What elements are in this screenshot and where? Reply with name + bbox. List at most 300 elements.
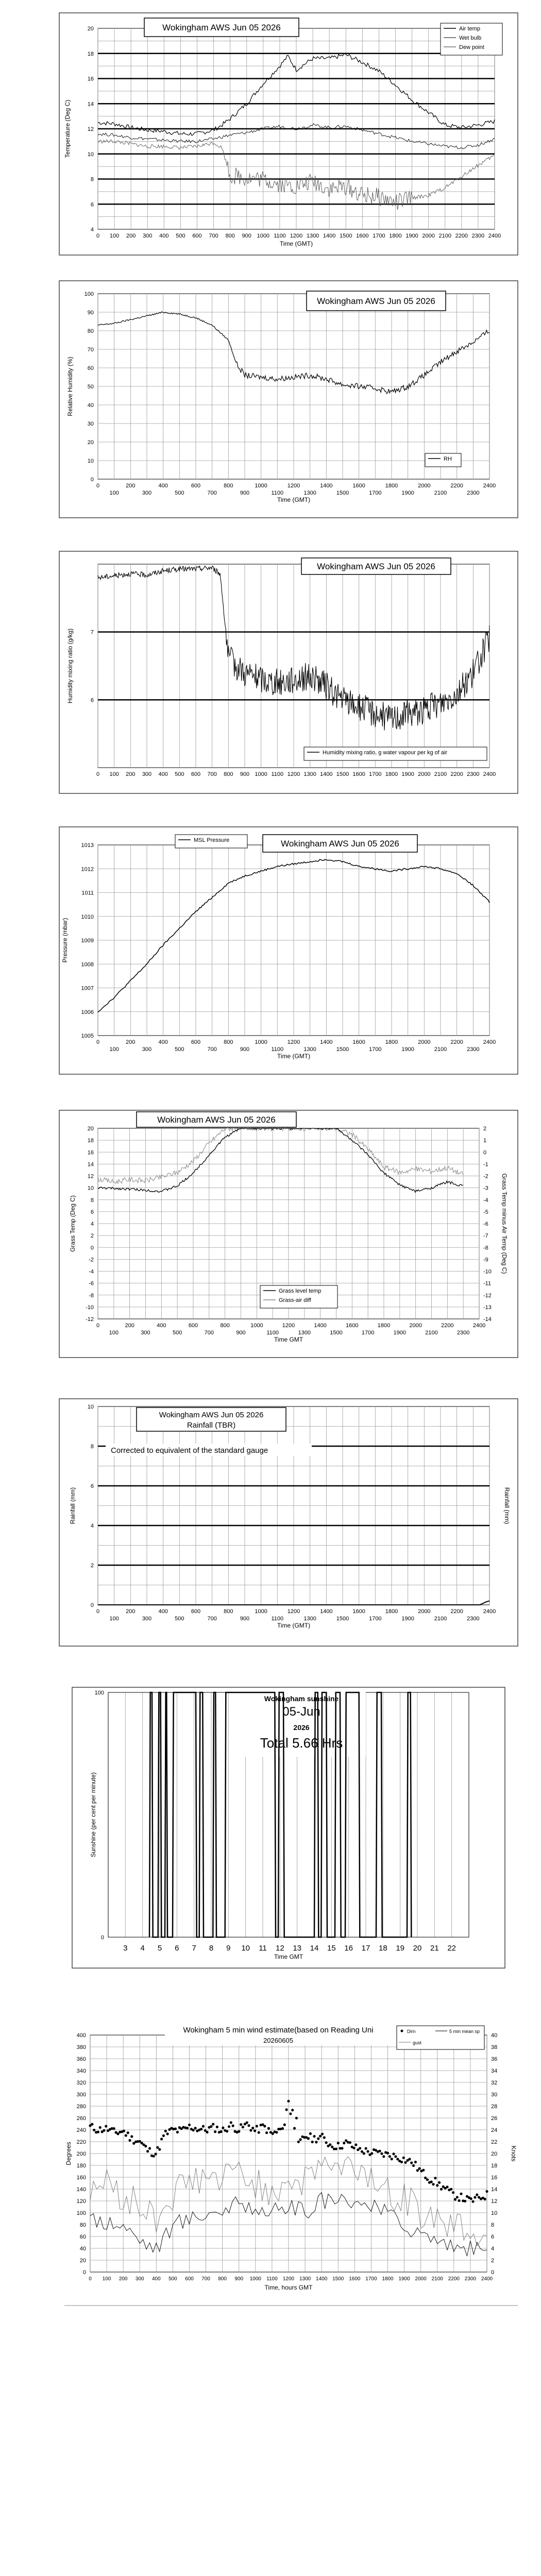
direction-point (220, 2130, 223, 2133)
y-tick-label: 50 (87, 384, 94, 390)
pressure-chart-panel (0, 824, 541, 1082)
x-tick-label: 700 (207, 1616, 217, 1622)
direction-point (400, 2161, 403, 2163)
y-tick-label: 20 (87, 26, 94, 32)
y-axis-label: Grass Temp (Deg C) (69, 1195, 76, 1252)
direction-point (285, 2108, 288, 2111)
direction-point (331, 2146, 333, 2148)
legend-entry: Humidity mixing ratio, g water vapour per kg of air (323, 750, 448, 756)
x-tick-label: 400 (157, 1323, 166, 1329)
x-tick-label: 200 (126, 483, 136, 489)
direction-point (160, 2138, 163, 2140)
direction-point (272, 2132, 274, 2135)
direction-point (484, 2198, 486, 2200)
chart-title: Wokingham AWS Jun 05 2026 (281, 839, 399, 849)
x-tick-label: 1300 (303, 771, 316, 777)
x-tick-label: 2200 (450, 1039, 463, 1045)
legend-entry: RH (444, 456, 452, 462)
direction-point (230, 2121, 232, 2124)
direction-point (251, 2127, 254, 2129)
sunshine-total: Total 5.66 Hrs (260, 1735, 343, 1751)
y-tick-label: 1008 (81, 961, 94, 968)
direction-point (430, 2180, 433, 2183)
x-tick-label: 300 (142, 490, 152, 496)
x-tick-label: 1700 (369, 1616, 382, 1622)
x-tick-label: 1400 (323, 233, 336, 239)
direction-point (156, 2146, 159, 2149)
x-tick-label: 1500 (336, 1046, 349, 1053)
direction-point (370, 2152, 373, 2155)
y-tick-label: 8 (90, 1197, 94, 1204)
y-tick-label: 6 (90, 1483, 94, 1489)
x-tick-label: 1100 (271, 1616, 284, 1622)
x-tick-label: 1700 (369, 771, 382, 777)
x-tick-label: 1100 (266, 1330, 279, 1336)
x-tick-label: 500 (176, 233, 185, 239)
direction-point (293, 2127, 296, 2129)
x-tick-label: 1700 (361, 1330, 375, 1336)
x-tick-label: 2100 (434, 1616, 447, 1622)
direction-point (313, 2135, 315, 2138)
direction-point (222, 2127, 224, 2129)
x-tick-label: 900 (234, 2276, 244, 2282)
x-tick-label: 1600 (356, 233, 369, 239)
x-tick-label: 800 (218, 2276, 227, 2282)
x-tick-label: 900 (240, 490, 250, 496)
direction-point (130, 2135, 133, 2138)
x-tick-label: 1300 (303, 1046, 316, 1053)
direction-point (166, 2132, 169, 2135)
y-tick-label: 12 (87, 1173, 94, 1180)
x-tick-label: 19 (396, 1944, 405, 1953)
x-tick-label: 1500 (336, 771, 349, 777)
x-tick-label: 600 (191, 1039, 201, 1045)
y-tick-label: -12 (86, 1316, 94, 1323)
grass-temp-chart-panel (0, 1108, 541, 1365)
direction-point (253, 2129, 256, 2132)
direction-point (265, 2131, 268, 2134)
direction-point (394, 2155, 397, 2158)
direction-point (471, 2200, 474, 2203)
y-axis-label: Temperature (Deg C) (64, 99, 71, 158)
y-tick-label: 2 (90, 1563, 94, 1569)
y-tick-label: -12 (483, 1292, 492, 1299)
x-tick-label: 700 (207, 771, 217, 777)
legend-entry: Grass-air diff (279, 1297, 311, 1303)
x-tick-label: 1800 (385, 1039, 398, 1045)
x-tick-label: 9 (226, 1944, 231, 1953)
y-tick-label: 1006 (81, 1009, 94, 1015)
x-tick-label: 100 (109, 233, 120, 239)
x-tick-label: 15 (327, 1944, 336, 1953)
y-tick-label: -4 (483, 1197, 488, 1204)
x-tick-label: 800 (224, 771, 233, 777)
y-tick-label: 10 (87, 458, 94, 464)
x-tick-label: 2100 (434, 771, 447, 777)
y-tick-label: 24 (491, 2127, 498, 2133)
x-axis-label: Time GMT (274, 1953, 303, 1960)
chart-subtitle: 20260605 (263, 2037, 293, 2044)
y-tick-label: 60 (87, 365, 94, 371)
y-axis-label: Rainfall (mm) (69, 1487, 76, 1524)
direction-point (460, 2193, 462, 2195)
direction-point (422, 2169, 425, 2172)
legend-entry: Grass level temp (279, 1288, 322, 1294)
y-tick-label: 8 (491, 2222, 495, 2228)
direction-point (210, 2125, 212, 2128)
y-tick-label: 36 (491, 2056, 498, 2062)
x-tick-label: 600 (191, 771, 201, 777)
x-tick-label: 2100 (438, 233, 451, 239)
rainfall-chart (0, 1396, 541, 1654)
y-axis-label-right: Grass Temp minus Air Temp (Deg C) (501, 1173, 508, 1274)
x-tick-label: 100 (102, 2276, 111, 2282)
direction-point (263, 2125, 266, 2127)
x-tick-label: 300 (135, 2276, 144, 2282)
x-tick-label: 14 (310, 1944, 319, 1953)
x-tick-label: 1300 (303, 490, 316, 496)
chart-title: Wokingham sunshine (264, 1694, 339, 1703)
y-tick-label: -10 (483, 1268, 492, 1275)
direction-point (188, 2124, 191, 2126)
y-tick-label: 18 (87, 1138, 94, 1144)
direction-point (291, 2109, 294, 2111)
x-tick-label: 700 (207, 490, 217, 496)
x-tick-label: 500 (168, 2276, 177, 2282)
y-tick-label: 40 (87, 402, 94, 409)
direction-point (440, 2188, 443, 2191)
x-tick-label: 2200 (455, 233, 468, 239)
direction-point (464, 2200, 466, 2202)
x-tick-label: 400 (158, 483, 168, 489)
direction-point (458, 2199, 461, 2202)
direction-point (454, 2198, 457, 2200)
x-tick-label: 200 (119, 2276, 128, 2282)
direction-point (404, 2161, 407, 2164)
x-tick-label: 1200 (287, 771, 300, 777)
y-tick-label: 6 (90, 201, 94, 208)
y-axis-label-right: Knots (510, 2145, 517, 2162)
direction-point (311, 2141, 314, 2143)
x-tick-label: 2300 (457, 1330, 470, 1336)
direction-point (380, 2153, 383, 2155)
x-axis-label: Time (GMT) (277, 1622, 311, 1629)
x-tick-label: 1100 (266, 2276, 278, 2282)
y-tick-label: 18 (491, 2163, 498, 2169)
direction-point (247, 2124, 250, 2127)
x-tick-label: 1200 (287, 1039, 300, 1045)
y-tick-label: 30 (491, 2092, 498, 2098)
x-axis-label: Time (GMT) (277, 1053, 311, 1060)
direction-point (267, 2127, 270, 2130)
y-axis-label: Degrees (65, 2142, 72, 2165)
direction-point (297, 2141, 300, 2143)
direction-point (470, 2197, 472, 2200)
x-tick-label: 100 (109, 1046, 119, 1053)
x-tick-label: 2300 (471, 233, 485, 239)
x-tick-label: 2000 (418, 771, 431, 777)
direction-point (144, 2145, 147, 2147)
x-tick-label: 1900 (401, 490, 414, 496)
x-tick-label: 700 (204, 1330, 214, 1336)
y-tick-label: 1007 (81, 985, 94, 992)
y-tick-label: -13 (483, 1304, 492, 1311)
y-tick-label: 38 (491, 2044, 498, 2050)
x-tick-label: 600 (192, 233, 202, 239)
x-tick-label: 0 (96, 483, 100, 489)
x-tick-label: 2300 (467, 771, 480, 777)
direction-point (176, 2131, 179, 2133)
legend-entry: MSL Pressure (194, 837, 230, 843)
direction-point (382, 2155, 385, 2158)
x-tick-label: 2400 (483, 1608, 496, 1615)
x-tick-label: 2300 (467, 1616, 480, 1622)
y-tick-label: -14 (483, 1316, 492, 1323)
y-tick-label: 16 (87, 76, 94, 82)
y-tick-label: 40 (79, 2246, 86, 2252)
direction-point (432, 2183, 434, 2185)
y-tick-label: 10 (87, 151, 94, 158)
x-tick-label: 900 (240, 771, 250, 777)
x-tick-label: 1200 (287, 1608, 300, 1615)
y-tick-label: 20 (79, 2258, 86, 2264)
x-tick-label: 1000 (257, 233, 270, 239)
direction-point (366, 2150, 369, 2153)
x-tick-label: 800 (224, 1608, 233, 1615)
x-tick-label: 0 (96, 1039, 100, 1045)
x-tick-label: 0 (96, 233, 100, 239)
direction-point (354, 2143, 357, 2146)
direction-point (323, 2136, 326, 2139)
y-tick-label: 1012 (81, 866, 94, 873)
x-tick-label: 1400 (316, 2276, 328, 2282)
y-tick-label: 200 (76, 2151, 86, 2157)
y-tick-label: -2 (89, 1257, 94, 1263)
y-tick-label: 0 (82, 2269, 86, 2276)
direction-point (329, 2143, 331, 2146)
y-axis-label: Humidity mixing ratio (g/kg) (66, 628, 74, 704)
x-tick-label: 2300 (467, 490, 480, 496)
direction-point (258, 2131, 260, 2134)
x-tick-label: 1000 (255, 1608, 267, 1615)
direction-point (359, 2147, 361, 2149)
mixing-ratio-chart-panel (0, 549, 541, 804)
direction-point (99, 2126, 102, 2129)
direction-point (242, 2126, 244, 2128)
y-tick-label: 140 (76, 2187, 86, 2193)
y-tick-label: 180 (76, 2163, 86, 2169)
chart-subtitle: 05-Jun (282, 1705, 320, 1719)
direction-point (353, 2147, 356, 2149)
direction-point (337, 2142, 340, 2144)
y-tick-label: 8 (90, 176, 94, 183)
x-tick-label: 4 (140, 1944, 145, 1953)
y-tick-label: 8 (90, 1444, 94, 1450)
x-tick-label: 800 (224, 483, 233, 489)
x-tick-label: 1400 (320, 1039, 333, 1045)
x-tick-label: 12 (275, 1944, 284, 1953)
direction-point (194, 2127, 197, 2129)
direction-point (434, 2177, 436, 2179)
y-tick-label: 4 (90, 1221, 94, 1227)
x-tick-label: 2300 (464, 2276, 477, 2282)
rainfall-chart-panel (0, 1396, 541, 1654)
x-tick-label: 1000 (255, 483, 267, 489)
y-tick-label: 280 (76, 2104, 86, 2110)
legend-swatch (401, 2030, 403, 2032)
y-tick-label: 6 (90, 697, 94, 704)
direction-point (446, 2185, 448, 2188)
x-tick-label: 500 (175, 1046, 184, 1053)
direction-point (153, 2155, 155, 2158)
y-tick-label: 34 (491, 2068, 498, 2074)
y-tick-label: 0 (90, 477, 94, 483)
y-tick-label: 10 (87, 1404, 94, 1410)
x-tick-label: 900 (242, 233, 251, 239)
y-tick-label: 6 (491, 2234, 495, 2240)
x-tick-label: 900 (240, 1046, 250, 1053)
direction-point (456, 2196, 459, 2198)
y-tick-label: 260 (76, 2115, 86, 2122)
x-tick-label: 1900 (405, 233, 418, 239)
chart-title: Wokingham 5 min wind estimate(based on Reading Uni (183, 2026, 374, 2035)
x-tick-label: 0 (96, 1608, 100, 1615)
direction-point (164, 2130, 167, 2132)
y-tick-label: 300 (76, 2092, 86, 2098)
direction-point (202, 2125, 205, 2128)
direction-point (256, 2125, 258, 2127)
y-tick-label: 10 (87, 1185, 94, 1192)
y-tick-label: -3 (483, 1185, 488, 1192)
y-tick-label: 0 (100, 1935, 104, 1941)
y-tick-label: 0 (90, 1245, 94, 1251)
x-tick-label: 200 (126, 1039, 136, 1045)
y-tick-label: 4 (90, 227, 94, 233)
y-tick-label: 400 (76, 2032, 86, 2039)
x-axis-label: Time (GMT) (277, 496, 311, 503)
x-tick-label: 3 (123, 1944, 128, 1953)
y-tick-label: 20 (87, 439, 94, 446)
x-tick-label: 200 (125, 1323, 134, 1329)
direction-point (402, 2157, 405, 2159)
direction-point (113, 2127, 115, 2130)
chart-title: Wokingham AWS Jun 05 2026 (157, 1115, 276, 1125)
y-tick-label: 320 (76, 2080, 86, 2086)
x-tick-label: 2400 (481, 2276, 493, 2282)
x-tick-label: 2200 (450, 1608, 463, 1615)
direction-point (123, 2130, 125, 2132)
x-tick-label: 11 (259, 1944, 267, 1953)
direction-point (249, 2129, 252, 2131)
x-tick-label: 1700 (373, 233, 385, 239)
x-tick-label: 2000 (415, 2276, 427, 2282)
x-tick-label: 7 (192, 1944, 196, 1953)
x-tick-label: 2400 (483, 771, 496, 777)
direction-point (186, 2127, 189, 2129)
x-tick-label: 1200 (282, 1323, 295, 1329)
x-tick-label: 800 (220, 1323, 230, 1329)
x-tick-label: 900 (236, 1330, 246, 1336)
y-tick-label: 380 (76, 2044, 86, 2050)
y-tick-label: -7 (483, 1233, 488, 1240)
direction-point (127, 2131, 129, 2134)
y-tick-label: 4 (90, 1523, 94, 1529)
y-tick-label: 90 (87, 310, 94, 316)
y-tick-label: 20 (87, 1126, 94, 1132)
direction-point (155, 2153, 157, 2155)
direction-point (216, 2126, 218, 2128)
x-tick-label: 1800 (385, 771, 398, 777)
y-tick-label: 160 (76, 2175, 86, 2181)
direction-point (426, 2178, 429, 2181)
x-tick-label: 0 (96, 1323, 100, 1329)
grass-temp-chart (0, 1108, 541, 1365)
x-tick-label: 300 (142, 771, 152, 777)
x-tick-label: 2200 (448, 2276, 460, 2282)
y-tick-label: -6 (89, 1280, 94, 1287)
x-tick-label: 1500 (332, 2276, 344, 2282)
y-tick-label: 12 (87, 126, 94, 132)
x-tick-label: 300 (142, 1046, 152, 1053)
y-tick-label: 80 (87, 328, 94, 334)
direction-point (418, 2167, 421, 2170)
x-tick-label: 100 (109, 1330, 119, 1336)
y-tick-label: 16 (491, 2175, 498, 2181)
x-tick-label: 16 (344, 1944, 353, 1953)
x-tick-label: 1000 (255, 1039, 267, 1045)
x-tick-label: 400 (158, 771, 168, 777)
sunshine-chart (0, 1685, 541, 1973)
y-tick-label: 80 (79, 2222, 86, 2228)
x-tick-label: 1900 (401, 771, 414, 777)
y-tick-label: 2 (483, 1126, 487, 1132)
x-tick-label: 2100 (425, 1330, 438, 1336)
x-tick-label: 600 (185, 2276, 194, 2282)
direction-point (283, 2124, 286, 2126)
direction-point (410, 2161, 413, 2164)
x-tick-label: 1700 (369, 490, 382, 496)
direction-point (349, 2141, 351, 2144)
direction-point (228, 2125, 230, 2128)
y-tick-label: -9 (483, 1257, 488, 1263)
x-tick-label: 2100 (431, 2276, 443, 2282)
direction-point (238, 2130, 240, 2133)
direction-point (436, 2184, 438, 2187)
direction-point (105, 2125, 107, 2127)
y-tick-label: -8 (483, 1245, 488, 1251)
y-tick-label: 100 (84, 291, 94, 297)
x-tick-label: 600 (188, 1323, 198, 1329)
y-tick-label: 30 (87, 421, 94, 427)
y-tick-label: 60 (79, 2234, 86, 2240)
y-tick-label: 7 (90, 629, 94, 636)
x-tick-label: 1800 (377, 1323, 391, 1329)
y-tick-label: 20 (491, 2151, 498, 2157)
direction-point (392, 2153, 395, 2155)
direction-point (289, 2112, 292, 2115)
direction-point (485, 2190, 488, 2193)
legend-entry: Air temp (459, 26, 480, 32)
x-axis-label: Time GMT (274, 1336, 303, 1343)
chart-annotation: Corrected to equivalent of the standard gauge (111, 1446, 268, 1455)
x-tick-label: 1800 (382, 2276, 394, 2282)
x-tick-label: 2100 (434, 1046, 447, 1053)
y-tick-label: 14 (87, 1161, 94, 1168)
y-tick-label: 12 (491, 2198, 498, 2205)
x-tick-label: 2400 (483, 1039, 496, 1045)
chart-year: 2026 (293, 1723, 310, 1732)
x-tick-label: 1600 (352, 483, 365, 489)
